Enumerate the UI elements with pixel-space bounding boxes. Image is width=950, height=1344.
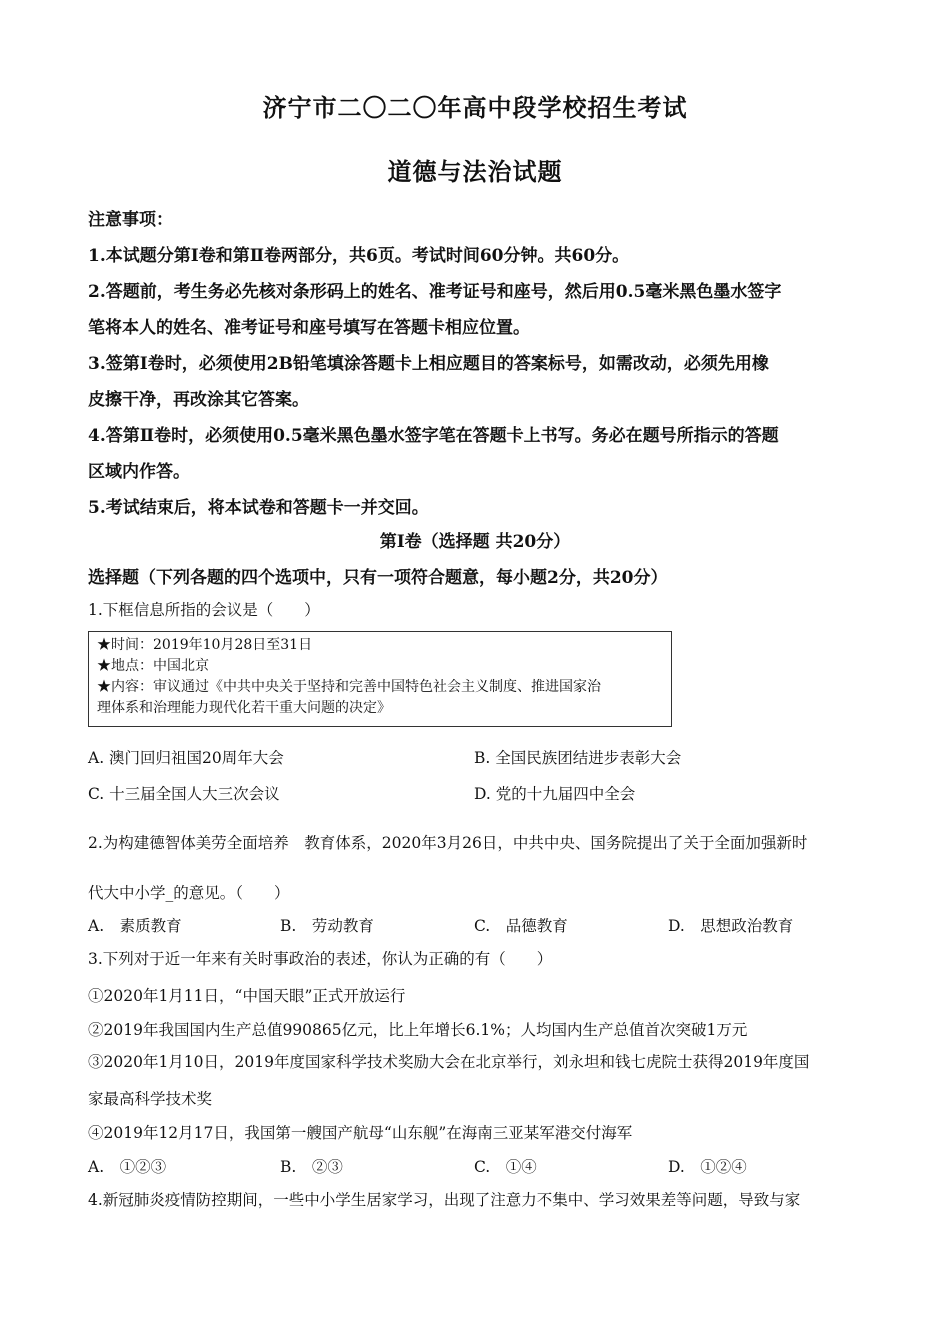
q1-box-line: ★地点：中国北京 (97, 658, 209, 674)
q3-item: ①2020年1月11日，“中国天眼”正式开放运行 (88, 987, 406, 1005)
q2-option-a: A. 素质教育 (88, 917, 182, 935)
q1-option-c: C. 十三届全国人大三次会议 (88, 785, 280, 803)
q2-stem: 2.为构建德智体美劳全面培养 教育体系，2020年3月26日，中共中央、国务院提出了关于全面加强新时 (88, 834, 808, 852)
notice-line: 笔将本人的姓名、准考证号和座号填写在答题卡相应位置。 (88, 318, 530, 338)
notice-line: 2.答题前，考生务必先核对条形码上的姓名、准考证号和座号，然后用0.5毫米黑色墨水签字 (88, 282, 782, 302)
notice-line: 3.签第Ⅰ卷时，必须使用2B铅笔填涂答题卡上相应题目的答案标号，如需改动，必须先用橡 (88, 354, 769, 374)
q4-stem: 4.新冠肺炎疫情防控期间，一些中小学生居家学习，出现了注意力不集中、学习效果差等问题，导致与家 (88, 1191, 801, 1209)
q1-option-a: A. 澳门回归祖国20周年大会 (88, 749, 284, 767)
notice-line: 1.本试题分第Ⅰ卷和第Ⅱ卷两部分，共6页。考试时间60分钟。共60分。 (88, 246, 630, 266)
q3-stem: 3.下列对于近一年来有关时事政治的表述，你认为正确的有（ ） (88, 950, 553, 968)
q2-option-b: B. 劳动教育 (280, 917, 374, 935)
notice-line: 区域内作答。 (88, 462, 190, 482)
q3-item: ③2020年1月10日，2019年度国家科学技术奖励大会在北京举行，刘永坦和钱七虎院士获得2019年度国 (88, 1053, 810, 1071)
q1-box-line: ★时间：2019年10月28日至31日 (97, 637, 313, 653)
q3-item: ②2019年我国国内生产总值990865亿元，比上年增长6.1%；人均国内生产总值首次突破1万元 (88, 1021, 748, 1039)
notice-line: 皮擦干净，再改涂其它答案。 (88, 390, 309, 410)
exam-subtitle: 道德与法治试题 (387, 157, 563, 186)
notice-line: 5.考试结束后，将本试卷和答题卡一并交回。 (88, 498, 429, 518)
section-title: 第Ⅰ卷（选择题 共20分） (379, 532, 571, 552)
notice-heading: 注意事项： (88, 210, 173, 230)
q2-option-c: C. 品德教育 (474, 917, 568, 935)
q1-option-d: D. 党的十九届四中全会 (474, 785, 636, 803)
q1-stem: 1.下框信息所指的会议是（ ） (88, 601, 320, 619)
q1-info-box (88, 631, 672, 727)
q1-option-b: B. 全国民族团结进步表彰大会 (474, 749, 682, 767)
q2-option-d: D. 思想政治教育 (668, 917, 794, 935)
q3-item: 家最高科学技术奖 (88, 1090, 213, 1108)
q1-box-line: ★内容：审议通过《中共中央关于坚持和完善中国特色社会主义制度、推进国家治 (97, 679, 601, 695)
q1-box-line: 理体系和治理能力现代化若干重大问题的决定》 (97, 700, 391, 716)
q2-stem-cont: 代大中小学_的意见。（ ） (88, 884, 290, 902)
q3-option-d: D. ①②④ (668, 1158, 747, 1176)
q3-option-b: B. ②③ (280, 1158, 343, 1176)
exam-title: 济宁市二〇二〇年高中段学校招生考试 (262, 93, 688, 122)
q3-option-a: A. ①②③ (88, 1158, 167, 1176)
q3-option-c: C. ①④ (474, 1158, 537, 1176)
section-instruction: 选择题（下列各题的四个选项中，只有一项符合题意，每小题2分，共20分） (88, 568, 668, 588)
notice-line: 4.答第Ⅱ卷时，必须使用0.5毫米黑色墨水签字笔在答题卡上书写。务必在题号所指示的答题 (88, 426, 779, 446)
q3-item: ④2019年12月17日，我国第一艘国产航母“山东舰”在海南三亚某军港交付海军 (88, 1124, 633, 1142)
